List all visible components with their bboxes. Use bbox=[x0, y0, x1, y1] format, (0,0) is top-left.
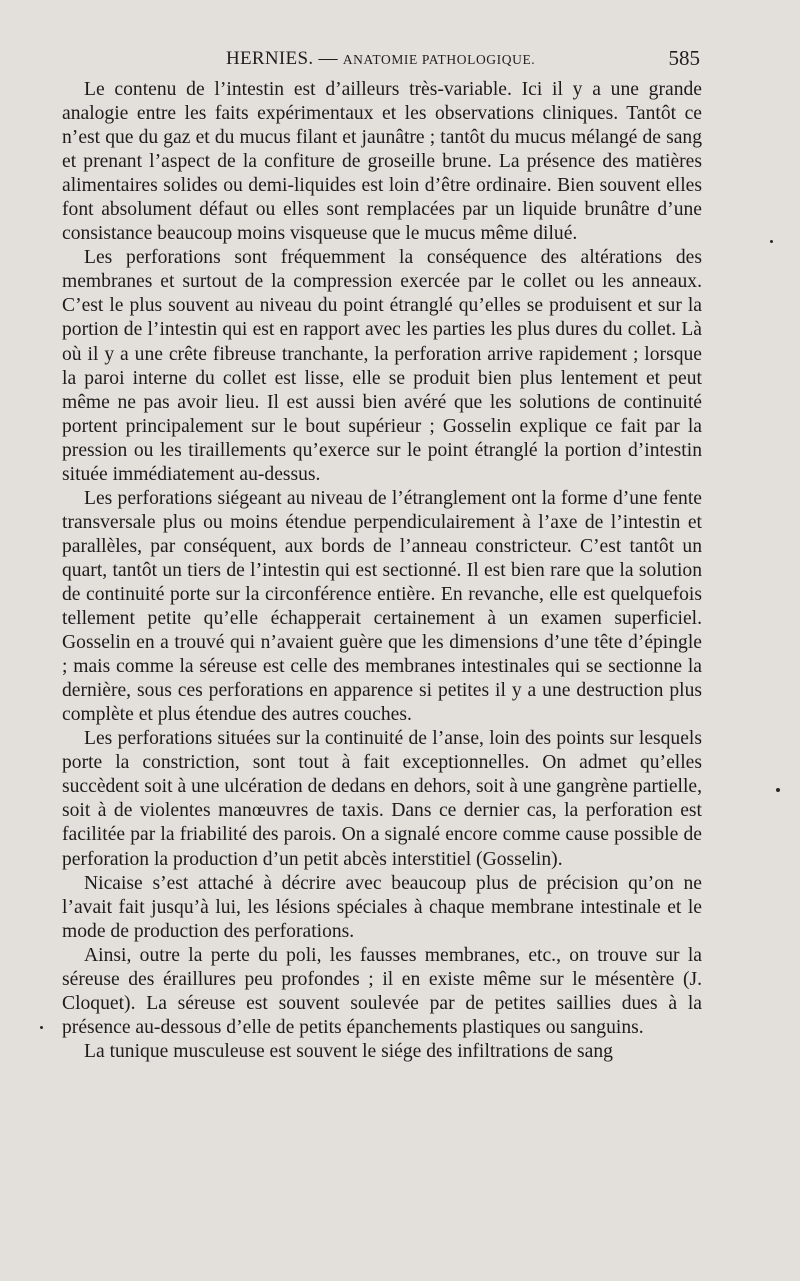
paragraph-3: Les perforations siégeant au niveau de l’étranglement ont la forme d’une fente transversale plus ou moins étendue perpendiculairement à l’axe de l’intestin et parallèles, par conséquent, aux bords de l’anneau constricteur. C’est tantôt un quart, tantôt un tiers de l’intestin qui est sectionné. Il est bien rare que la solution de continuité porte sur la circonférence entière. En revanche, elle est quelquefois tellement petite qu’elle échapperait certainement à un examen superficiel. Gosselin en a trouvé qui n’avaient guère que les dimensions d’une tête d’épingle ; mais comme la séreuse est celle des membranes intestinales qui se sectionne la dernière, sous ces perforations en apparence si petites il y a une destruction plus complète et plus étendue des autres couches. bbox=[62, 487, 702, 726]
paragraph-5: Nicaise s’est attaché à décrire avec beaucoup plus de précision qu’on ne l’avait fait jusqu’à lui, les lésions spéciales à chaque membrane intestinale et le mode de production des perforations. bbox=[62, 872, 702, 942]
running-title-main: HERNIES. bbox=[226, 48, 314, 69]
body-text bbox=[62, 78, 702, 1064]
ink-speck bbox=[776, 788, 780, 792]
paragraph-6: Ainsi, outre la perte du poli, les fausses membranes, etc., on trouve sur la séreuse des éraillures peu profondes ; il en existe même sur le mésentère (J. Cloquet). La séreuse est souvent soulevée par de petites saillies dues à la présence au-dessous d’elle de petits épanchements plastiques ou sanguins. bbox=[62, 944, 702, 1038]
ink-speck bbox=[40, 1026, 43, 1029]
running-header bbox=[62, 44, 700, 74]
running-title-subtitle: ANATOMIE PATHOLOGIQUE. bbox=[342, 52, 536, 67]
paragraph-2: Les perforations sont fréquemment la conséquence des altérations des membranes et surtout de la compression exercée par le collet ou les anneaux. C’est le plus souvent au niveau du point étranglé qu’elles se produisent et sur la portion de l’intestin qui est en rapport avec les parties les plus dures du collet. Là où il y a une crête fibreuse tranchante, la perforation arrive rapidement ; lorsque la paroi interne du collet est lisse, elle se produit bien plus lentement et peut même ne pas avoir lieu. Il est aussi bien avéré que les solutions de continuité portent principalement sur le bout supérieur ; Gosselin explique ce fait par la pression ou les tiraillements qu’exerce sur le point étranglé la portion d’intestin située immédiatement au-dessus. bbox=[62, 247, 702, 485]
ink-speck bbox=[770, 240, 773, 243]
paragraph-4: Les perforations situées sur la continuité de l’anse, loin des points sur lesquels porte la constriction, sont tout à fait exceptionnelles. On admet qu’elles succèdent soit à une ulcération de dedans en dehors, soit à une gangrène partielle, soit à de violentes manœuvres de taxis. Dans ce dernier cas, la perforation est facilitée par la friabilité des parois. On a signalé encore comme cause possible de perforation la production d’un petit abcès interstitiel (Gosselin). bbox=[62, 728, 702, 870]
running-title-dash: — bbox=[318, 48, 338, 69]
page-number: 585 bbox=[668, 46, 700, 70]
running-title bbox=[226, 48, 535, 70]
paragraph-7: La tunique musculeuse est souvent le siége des infiltrations de sang bbox=[84, 1040, 613, 1062]
paragraph-1: Le contenu de l’intestin est d’ailleurs très-variable. Ici il y a une grande analogie entre les faits expérimentaux et les observations cliniques. Tantôt ce n’est que du gaz et du mucus filant et jaunâtre ; tantôt du mucus mélangé de sang et prenant l’aspect de la confiture de groseille brune. La présence des matières alimentaires solides ou demi-liquides est loin d’être ordinaire. Bien souvent elles font absolument défaut ou elles sont remplacées par un liquide brunâtre d’une consistance beaucoup moins visqueuse que le mucus même dilué. bbox=[62, 79, 702, 245]
